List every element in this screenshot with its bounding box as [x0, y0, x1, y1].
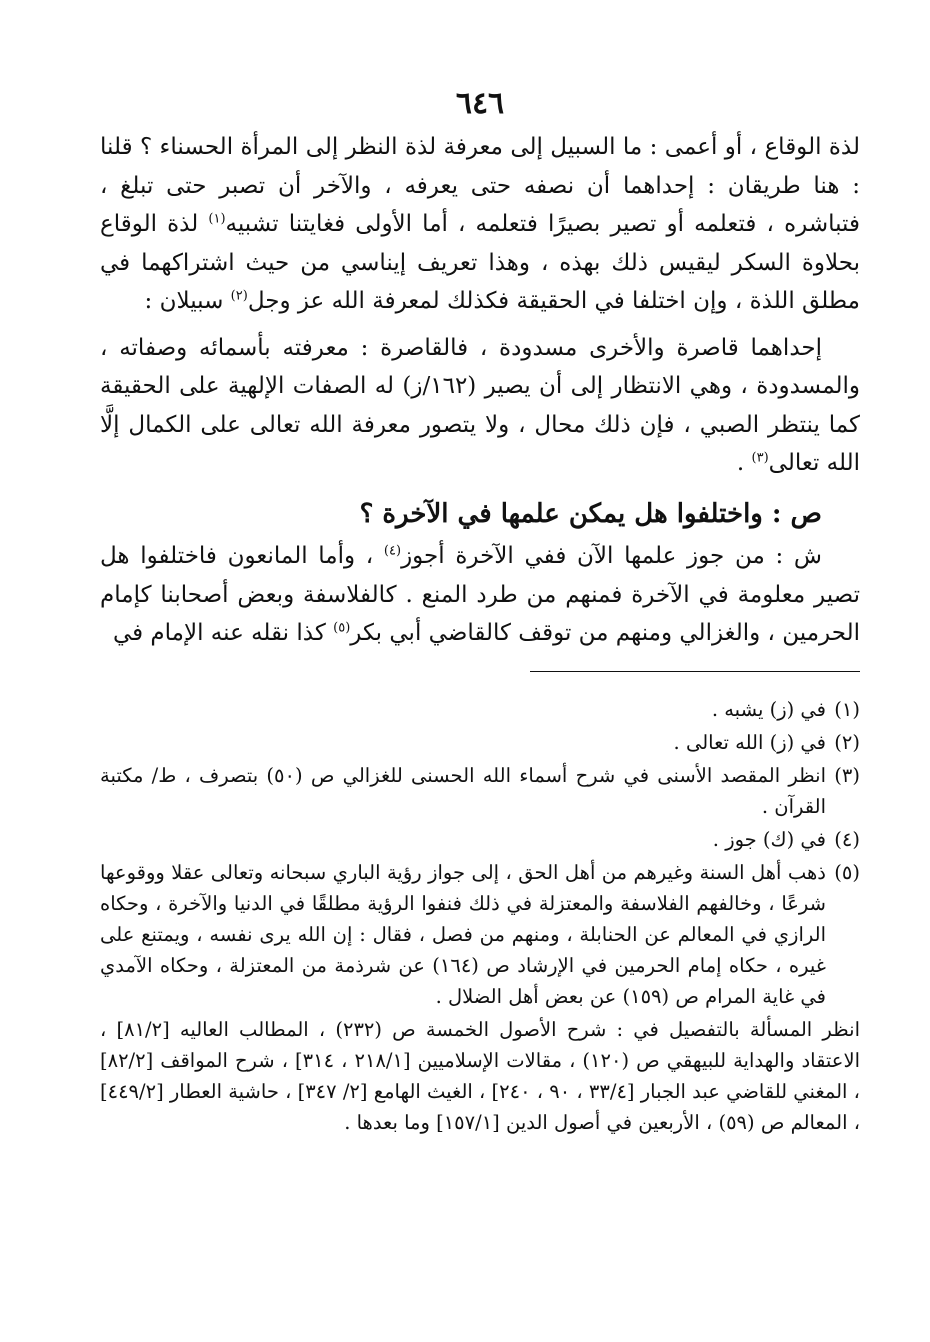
paragraph-3-text-2: ، وأما المانعون فاختلفوا هل تصير معلومة في الآخرة فمنهم من طرد المنع . كالفلاسفة وبعض أصحابنا كإمام الحرمين ، والغزالي ومنهم من توقف كالقاضي أبي بكر — [100, 543, 860, 646]
paragraph-3 — [100, 537, 860, 653]
footnote — [100, 824, 860, 855]
footnote-ref-4: (٤) — [383, 543, 402, 559]
footnote — [100, 694, 860, 725]
footnote-ref-5: (٥) — [333, 620, 351, 636]
page-number: ٦٤٦ — [455, 86, 505, 121]
footnote — [100, 727, 860, 758]
footnote-text: ذهب أهل السنة وغيرهم من أهل الحق ، إلى جواز رؤية الباري سبحانه وتعالى عقلا ووقوعها شرعًا ، وخالفهم الفلاسفة والمعتزلة في ذلك فنفوا الرؤية مطلقًا في الدنيا والآخرة ، وحكاه الرازي في المعالم عن الحنابلة ، ومنهم من فصل ، فقال : إن الله يرى نفسه ، ويمتنع على غيره ، حكاه إمام الحرمين في الإرشاد ص (١٦٤) عن شرذمة من المعتزلة ، وحكاه الآمدي في غاية المرام ص (١٥٩) عن بعض أهل الضلال . — [100, 860, 826, 1008]
paragraph-3-text: ش : من جوز علمها الآن ففي الآخرة أجوز — [401, 543, 822, 569]
footnote-text: في (ك) جوز . — [712, 827, 826, 851]
footnote — [100, 857, 860, 1012]
footnote-ref-3: (٣) — [751, 450, 769, 466]
footnote-separator — [530, 671, 860, 672]
paragraph-1-text: لذة الوقاع ، أو أعمى : ما السبيل إلى معرفة لذة النظر إلى المرأة الحسناء ؟ قلنا : هنا طريقان : إحداهما أن نصفه حتى يعرفه ، والآخر أن تصبر حتى تبلغ ، فتباشره ، فتعلمه أو تصير بصيرًا فتعلمه ، أما الأولى فغايتنا تشبيه — [100, 134, 860, 237]
footnote-number: (٢) — [834, 730, 860, 754]
footnote-number: (٣) — [834, 763, 860, 787]
paragraph-2-text: إحداهما قاصرة والأخرى مسدودة ، فالقاصرة : معرفته بأسمائه وصفاته ، والمسدودة ، وهي الانتظار إلى أن يصير (١٦٢/ز) له الصفات الإلهية على الحقيقة كما ينتظر الصبي ، فإن ذلك محال ، ولا يتصور معرفة الله تعالى على الكمال إلَّا الله تعالى — [100, 334, 860, 476]
paragraph-1-text-3: سبيلان : — [144, 288, 231, 314]
footnote-text: في (ز) الله تعالى . — [673, 730, 826, 754]
footnote-ref-1: (١) — [208, 211, 226, 227]
footnote-ref-2: (٢) — [230, 288, 248, 304]
paragraph-1 — [100, 128, 860, 321]
paragraph-2 — [100, 329, 860, 483]
footnote-number: (٥) — [834, 860, 860, 884]
footnote-text: انظر المقصد الأسنى في شرح أسماء الله الحسنى للغزالي ص (٥٠) بتصرف ، ط/ مكتبة القرآن . — [100, 763, 826, 818]
footnotes — [100, 694, 860, 1138]
section-heading: ص : واختلفوا هل يمكن علمها في الآخرة ؟ — [359, 498, 822, 529]
paragraph-2-end: . — [736, 450, 752, 476]
footnote — [100, 760, 860, 822]
footnote-text: في (ز) يشبه . — [711, 697, 826, 721]
main-text — [100, 128, 860, 653]
footnote-number: (١) — [834, 697, 860, 721]
paragraph-3-text-3: كذا نقله عنه الإمام في — [112, 620, 334, 646]
footnote-continuation: انظر المسألة بالتفصيل في : شرح الأصول الخمسة ص (٢٣٢) ، المطالب العاليه [٨١/٢] ، الاعتقاد والهداية للبيهقي ص (١٢٠) ، مقالات الإسلاميين [٢١٨/١ ، ٣١٤] ، شرح المواقف [٨٢/٢] ، المغني للقاضي عبد الجبار [٣٣/٤ ، ٩٠ ، ٢٤٠] ، الغيث الهامع [٢/ ٣٤٧] ، حاشية العطار [٤٤٩/٢] ، المعالم ص (٥٩) ، الأربعين في أصول الدين [١٥٧/١] وما بعدها . — [100, 1017, 861, 1134]
footnote-number: (٤) — [834, 827, 860, 851]
paragraph-1-text-2: لذة الوقاع بحلاوة السكر ليقيس ذلك بهذه ، وهذا تعريف إيناسي من حيث اشتراكهما في مطلق اللذة ، وإن اختلفا في الحقيقة فكذلك لمعرفة الله عز وجل — [100, 211, 860, 314]
